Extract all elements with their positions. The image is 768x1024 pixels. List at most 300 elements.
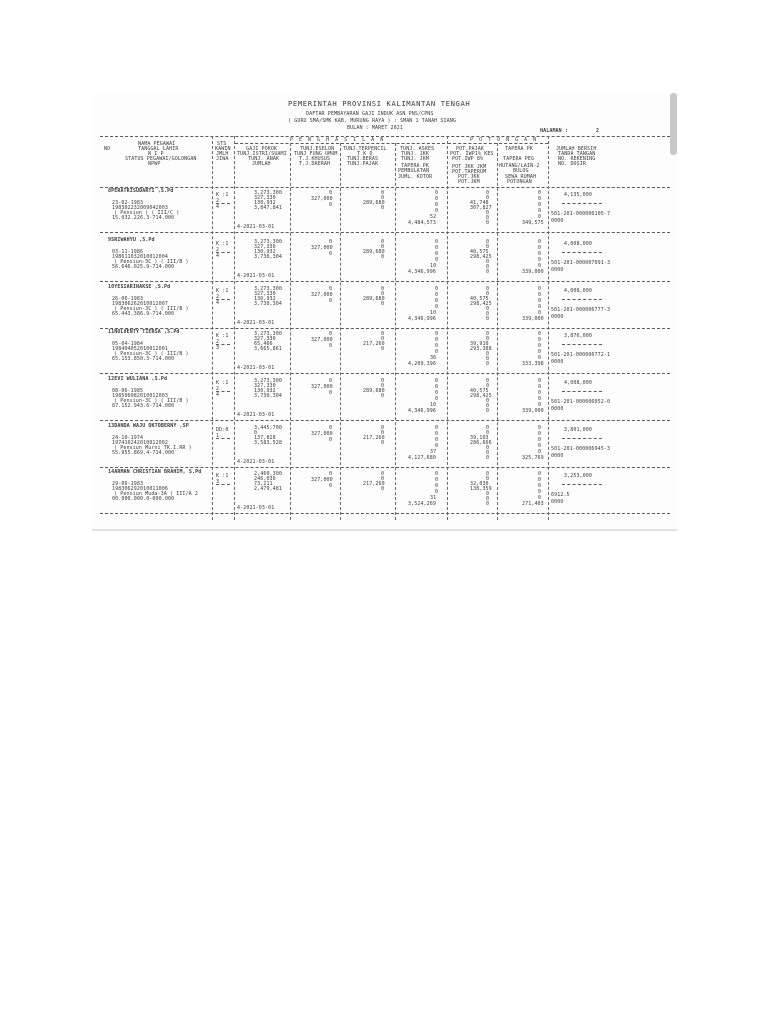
pajak-value: 0 [486,378,490,384]
dossier-number: 0000 [551,314,564,320]
pajak-value: 0 [486,264,490,270]
sts-rule [216,391,230,392]
tapera-value: 0 [538,202,542,208]
table-top-rule [100,136,670,137]
signature-line [562,391,602,392]
tmt-value: 4-2021-03-01 [237,505,275,511]
eselon-value: 0 [329,437,333,443]
col-header-line: BULOG [513,168,529,174]
pokok-value: 3,847,841 [254,205,282,211]
tapera-value: 0 [538,263,542,269]
pokok-value: 130,932 [254,200,276,206]
askes-value: 4,346,996 [408,269,436,275]
eselon-value: 327,000 [311,431,333,437]
dossier-number: 0000 [551,218,564,224]
signature-line [562,438,602,439]
employee-dob: 03-11-1986 [112,249,144,255]
employee-status: ( Pensiun Muda-3A ) III/A 2 [114,491,198,497]
col-header-line: NAMA PEGAWAI [138,141,176,147]
pajak-value: 39,103 [470,435,489,441]
employee-nip: 197410242010012002 [112,440,168,446]
terpencil-value: 289,680 [363,388,385,394]
tapera-value: 0 [538,349,542,355]
tapera-value: 0 [538,298,542,304]
employee-dob: 05-04-1984 [112,341,144,347]
dossier-number: 0000 [551,499,564,505]
row-rule [100,373,670,374]
pajak-value: 41,748 [470,200,489,206]
pajak-value: 138,359 [470,486,492,492]
tapera-value: 0 [538,310,542,316]
terpencil-value: 0 [381,378,385,384]
tapera-value: 0 [538,431,542,437]
row-rule [100,232,670,233]
sts-rule [216,299,230,300]
employee-nip: 198506082010012003 [112,393,168,399]
sts-value: DD:0 [216,427,229,433]
tmt-value: 4-2021-03-01 [237,224,275,230]
tapera-value: 339,000 [522,408,544,414]
col-header-line: POT. IWP1% KES [450,151,494,157]
col-divider [290,143,291,520]
col-header-line: GAJI POKOK [246,146,278,152]
col-header-line: POT.JKM [458,179,480,185]
terpencil-value: 0 [381,205,385,211]
pajak-value: 0 [486,476,490,482]
sts-value: K :1 [216,241,229,247]
pokok-value: 3,273,300 [254,378,282,384]
sts-value: 2 [216,198,220,204]
terpencil-value: 0 [381,244,385,250]
net-pay-value: 4,008,000 [564,288,592,294]
col-header-line: TUNJ. ANAK [248,156,280,162]
employee-dob: 29-06-1983 [112,481,144,487]
tapera-value: 0 [538,489,542,495]
pajak-value: 0 [486,220,490,226]
signature-line [562,203,602,204]
col-header-no: NO [104,146,111,152]
row-rule [100,328,670,329]
pokok-value: 137,828 [254,435,276,441]
pajak-value: 0 [486,244,490,250]
account-number: 6912.5 [551,492,570,498]
employee-nip: 198404052010012001 [112,346,168,352]
employee-status: ( Pensiun ) ( III/C ) [114,210,180,216]
col-header-line: NO. DOSIR [558,161,586,167]
net-pay-value: 3,801,000 [564,427,592,433]
signature-line [562,344,602,345]
askes-value: 0 [435,245,439,251]
col-header-line: TANGGAL LAHIR [138,146,179,152]
tapera-value: 0 [538,384,542,390]
sts-rule [216,438,230,439]
terpencil-value: 0 [381,291,385,297]
dossier-number: 0000 [551,359,564,365]
pokok-value: 130,932 [254,296,276,302]
pokok-value: 3,730,304 [254,393,282,399]
signature-line [562,299,602,300]
pajak-value: 0 [486,496,490,502]
account-number: 501-201-000007091-3 [551,260,611,266]
askes-value: 4,127,680 [408,455,436,461]
pajak-value: 0 [486,190,490,196]
pajak-value: 40,575 [470,249,489,255]
tapera-value: 0 [538,477,542,483]
terpencil-value: 0 [381,190,385,196]
net-pay-value: 4,008,000 [564,380,592,386]
sts-value: K :1 [216,288,229,294]
tapera-value: 0 [538,286,542,292]
tmt-value: 4-2021-03-01 [237,412,275,418]
sts-value: 2 [216,294,220,300]
dossier-number: 0000 [551,406,564,412]
askes-value: 10 [430,263,437,269]
pajak-value: 0 [486,286,490,292]
eselon-value: 0 [329,190,333,196]
pajak-value: 0 [486,450,490,456]
pajak-value: 0 [486,491,490,497]
col-header-line: TUNJ. JKM [401,156,429,162]
pajak-value: 0 [486,259,490,265]
tmt-value: 4-2021-03-01 [237,365,275,371]
row-rule [100,513,670,514]
tapera-value: 0 [538,196,542,202]
pajak-value: 32,030 [470,481,489,487]
pokok-value: 327,330 [254,336,276,342]
terpencil-value: 0 [381,286,385,292]
sts-value: 2 [216,247,220,253]
document-title: PEMERINTAH PROVINSI KALIMANTAN TENGAH [288,99,471,108]
askes-value: 0 [435,292,439,298]
terpencil-value: 0 [381,336,385,342]
tapera-value: 0 [538,208,542,214]
eselon-value: 0 [329,286,333,292]
pajak-value: 307,827 [470,205,492,211]
pokok-value: 3,730,304 [254,254,282,260]
sts-rule [216,484,230,485]
col-header-line: TUNJ FUNG UMUM [294,151,338,157]
tmt-value: 4-2021-03-01 [237,320,275,326]
terpencil-value: 217,260 [363,481,385,487]
eselon-value: 0 [329,343,333,349]
tapera-value: 0 [538,483,542,489]
askes-value: 0 [435,443,439,449]
col-divider [340,143,341,520]
pokok-value: 130,932 [254,249,276,255]
eselon-value: 0 [329,425,333,431]
terpencil-value: 0 [381,383,385,389]
employee-dob: 23-02-1983 [112,200,144,206]
penghasilan-heading: P E N G H A S I L A N [290,137,385,143]
col-header-line: TUNJ.TERPENCIL [343,146,387,152]
pokok-value: 327,330 [254,244,276,250]
sts-value: 2 [216,339,220,345]
tmt-value: 4-2021-03-01 [237,459,275,465]
net-pay-value: 3,253,000 [564,473,592,479]
askes-value: 0 [435,202,439,208]
pokok-value: 3,273,300 [254,331,282,337]
terpencil-value: 0 [381,425,385,431]
sts-value: 4 [216,204,220,210]
terpencil-value: 0 [381,254,385,260]
col-header-line: TAPERA PEG [503,156,535,162]
col-header-line: KAWIN [215,146,231,152]
employee-npwp: 15.032.226.3-714.000 [112,215,175,221]
tapera-value: 339,000 [522,316,544,322]
col-header-line: JMLH [216,151,229,157]
askes-value: 0 [435,286,439,292]
pokok-value: 65,466 [254,341,273,347]
col-header-line: TUNJ.PAJAK [347,161,379,167]
dossier-number: 0000 [551,267,564,273]
employee-nip: 198306262010012007 [112,301,168,307]
pokok-value: 246,030 [254,476,276,482]
tapera-value: 325,769 [522,455,544,461]
account-number: 501-201-000006777-3 [551,307,611,313]
askes-value: 0 [435,337,439,343]
col-header-line: POT.TAPERUM [452,169,487,175]
sts-rule [216,252,230,253]
tapera-value: 0 [538,190,542,196]
tmt-value: 4-2021-03-01 [237,273,275,279]
employee-nip: 198302232009042003 [112,205,168,211]
terpencil-value: 0 [381,476,385,482]
tapera-value: 0 [538,355,542,361]
employee-name: 11NOLVENTY TIERSA ,S.Pd [108,329,180,335]
employee-nip: 198306292010011006 [112,486,168,492]
employee-npwp: 65.153.850.3-714.000 [112,356,175,362]
askes-value: 10 [430,310,437,316]
tapera-value: 0 [538,402,542,408]
row-rule [100,467,670,468]
employee-dob: 26-06-1983 [112,296,144,302]
pajak-value: 0 [486,331,490,337]
pajak-value: 0 [486,195,490,201]
pajak-value: 0 [486,291,490,297]
scrollbar-thumb[interactable] [670,93,677,155]
eselon-value: 327,000 [311,196,333,202]
employee-name: 8PERATRISUDARTI ,S.Pd [108,188,174,194]
pajak-value: 0 [486,455,490,461]
col-header-line: T K D [357,151,373,157]
col-header-line: NO. REKENING [558,156,596,162]
account-number: 501-201-000006945-3 [551,446,611,452]
pokok-value: 130,932 [254,388,276,394]
askes-value: 37 [430,449,437,455]
col-header-line: POT.IWP 8% [452,156,484,162]
askes-value: 4,209,396 [408,361,436,367]
askes-value: 0 [435,477,439,483]
terpencil-value: 217,260 [363,341,385,347]
pokok-value: 3,445,700 [254,425,282,431]
col-header-line: JIWA [216,156,229,162]
askes-value: 4,346,996 [408,408,436,414]
sts-value: 1 [216,433,220,439]
eselon-value: 327,000 [311,477,333,483]
askes-value: 0 [435,489,439,495]
col-header-line: TANDA TANGAN [558,151,596,157]
tapera-value: 339,000 [522,269,544,275]
pajak-value: 0 [486,306,490,312]
col-header-line: POT.JKK [458,174,480,180]
pajak-value: 0 [486,403,490,409]
terpencil-value: 289,680 [363,249,385,255]
employee-npwp: 00.000.000.0-000.000 [112,496,175,502]
tapera-value: 0 [538,245,542,251]
tapera-value: 0 [538,449,542,455]
terpencil-value: 0 [381,486,385,492]
pajak-value: 0 [486,269,490,275]
employee-npwp: 65.443.386.9-714.000 [112,311,175,317]
account-number: 501-201-000006052-0 [551,399,611,405]
employee-name: 12EVI WULIANA ,S.Pd [108,376,168,382]
askes-value: 0 [435,396,439,402]
askes-value: 0 [435,483,439,489]
pokok-value: 0 [254,430,258,436]
row-rule [100,420,670,421]
tapera-value: 349,575 [522,220,544,226]
pajak-value: 0 [486,501,490,507]
signature-line [562,484,602,485]
eselon-value: 0 [329,202,333,208]
sts-value: 4 [216,253,220,259]
pajak-value: 0 [486,430,490,436]
pajak-value: 0 [486,336,490,342]
net-pay-value: 3,876,000 [564,333,592,339]
askes-value: 4,484,573 [408,220,436,226]
eselon-value: 327,000 [311,384,333,390]
tapera-value: 0 [538,292,542,298]
dossier-number: 0000 [551,453,564,459]
potongan-rule [448,143,548,144]
pajak-value: 0 [486,408,490,414]
askes-value: 52 [430,214,437,220]
tapera-value: 0 [538,396,542,402]
col-header-line: JUMLAH [252,161,271,167]
askes-value: 31 [430,495,437,501]
col-header-line: TUNJ.BERAS [347,156,379,162]
sts-rule [216,344,230,345]
askes-value: 3,524,269 [408,501,436,507]
pajak-value: 40,575 [470,388,489,394]
col-header-line: POTONGAN [507,179,532,185]
employee-name: 13DANDA WAJU OKTOBERNY ,SP [108,423,189,429]
askes-value: 0 [435,431,439,437]
terpencil-value: 0 [381,471,385,477]
pokok-value: 2,460,300 [254,471,282,477]
pajak-value: 0 [486,471,490,477]
pokok-value: 3,665,861 [254,346,282,352]
terpencil-value: 0 [381,430,385,436]
terpencil-value: 0 [381,301,385,307]
pajak-value: 0 [486,316,490,322]
eselon-value: 0 [329,331,333,337]
col-header-line: T.J.DAERAH [299,161,331,167]
col-header-line: PEMBULATAN [398,168,430,174]
pokok-value: 327,330 [254,291,276,297]
eselon-value: 0 [329,378,333,384]
askes-value: 0 [435,437,439,443]
terpencil-value: 217,260 [363,435,385,441]
col-header-line: STS [217,141,227,147]
tapera-value: 0 [538,443,542,449]
tapera-value: 0 [538,378,542,384]
sts-rule [216,203,230,204]
sts-value: K :1 [216,333,229,339]
pajak-value: 0 [486,425,490,431]
askes-value: 0 [435,331,439,337]
tapera-value: 0 [538,337,542,343]
tapera-value: 0 [538,239,542,245]
row-rule [100,281,670,282]
tapera-value: 0 [538,437,542,443]
document-month: BULAN : MARET 2021 [347,125,403,131]
pajak-value: 293,388 [470,346,492,352]
pajak-value: 0 [486,311,490,317]
employee-name: 10YESIARINAKSE ,S.Pd [108,284,171,290]
col-header-line: TAPERA PK [505,146,533,152]
col-divider [395,143,396,520]
eselon-value: 0 [329,483,333,489]
col-header-line: JUMLAH BERSIH [556,146,597,152]
eselon-value: 327,000 [311,292,333,298]
col-header-line: STATUS PEGAWAI/GOLONGAN [125,156,197,162]
employee-status: ( Pensiun Murni TK.I.RR ) [114,445,192,451]
employee-status: ( Pensiun-3C ) ( III/B ) [114,398,189,404]
pokok-value: 327,330 [254,195,276,201]
terpencil-value: 0 [381,346,385,352]
pajak-value: 0 [486,445,490,451]
tapera-value: 0 [538,304,542,310]
eselon-value: 327,000 [311,245,333,251]
col-header-line: TAPERA PK [401,163,429,169]
net-pay-value: 4,135,000 [564,192,592,198]
employee-npwp: 55.955.869.4-714.000 [112,450,175,456]
page-label: HALAMAN : [540,128,568,134]
sts-value: K :1 [216,380,229,386]
askes-value: 4,346,996 [408,316,436,322]
pajak-value: 40,575 [470,296,489,302]
employee-nip: 198611032010012004 [112,254,168,260]
askes-value: 0 [435,208,439,214]
eselon-value: 0 [329,471,333,477]
col-header-line: SEWA RUMAH [505,174,537,180]
col-header-line: JUML. KOTOR [398,174,433,180]
account-number: 501-201-000006772-1 [551,352,611,358]
sts-value: K :1 [216,473,229,479]
pokok-value: 3,273,300 [254,239,282,245]
account-number: 501-201-000006105-7 [551,211,611,217]
page-number: 2 [596,128,600,134]
pajak-value: 298,425 [470,254,492,260]
pajak-value: 0 [486,383,490,389]
pajak-value: 0 [486,351,490,357]
pokok-value: 327,330 [254,383,276,389]
eselon-value: 0 [329,239,333,245]
col-header-line: N I P [148,151,164,157]
employee-dob: 24-10-1974 [112,435,144,441]
askes-value: 0 [435,257,439,263]
sts-value: K :1 [216,192,229,198]
pajak-value: 39,910 [470,341,489,347]
col-header-line: NPWP [148,161,161,167]
col-header-line: HUTANG/LAIN-2 [499,163,540,169]
pajak-value: 0 [486,356,490,362]
terpencil-value: 0 [381,239,385,245]
sts-value: 2 [216,386,220,392]
askes-value: 0 [435,304,439,310]
col-header-line: T.J.KHUSUS [299,156,331,162]
